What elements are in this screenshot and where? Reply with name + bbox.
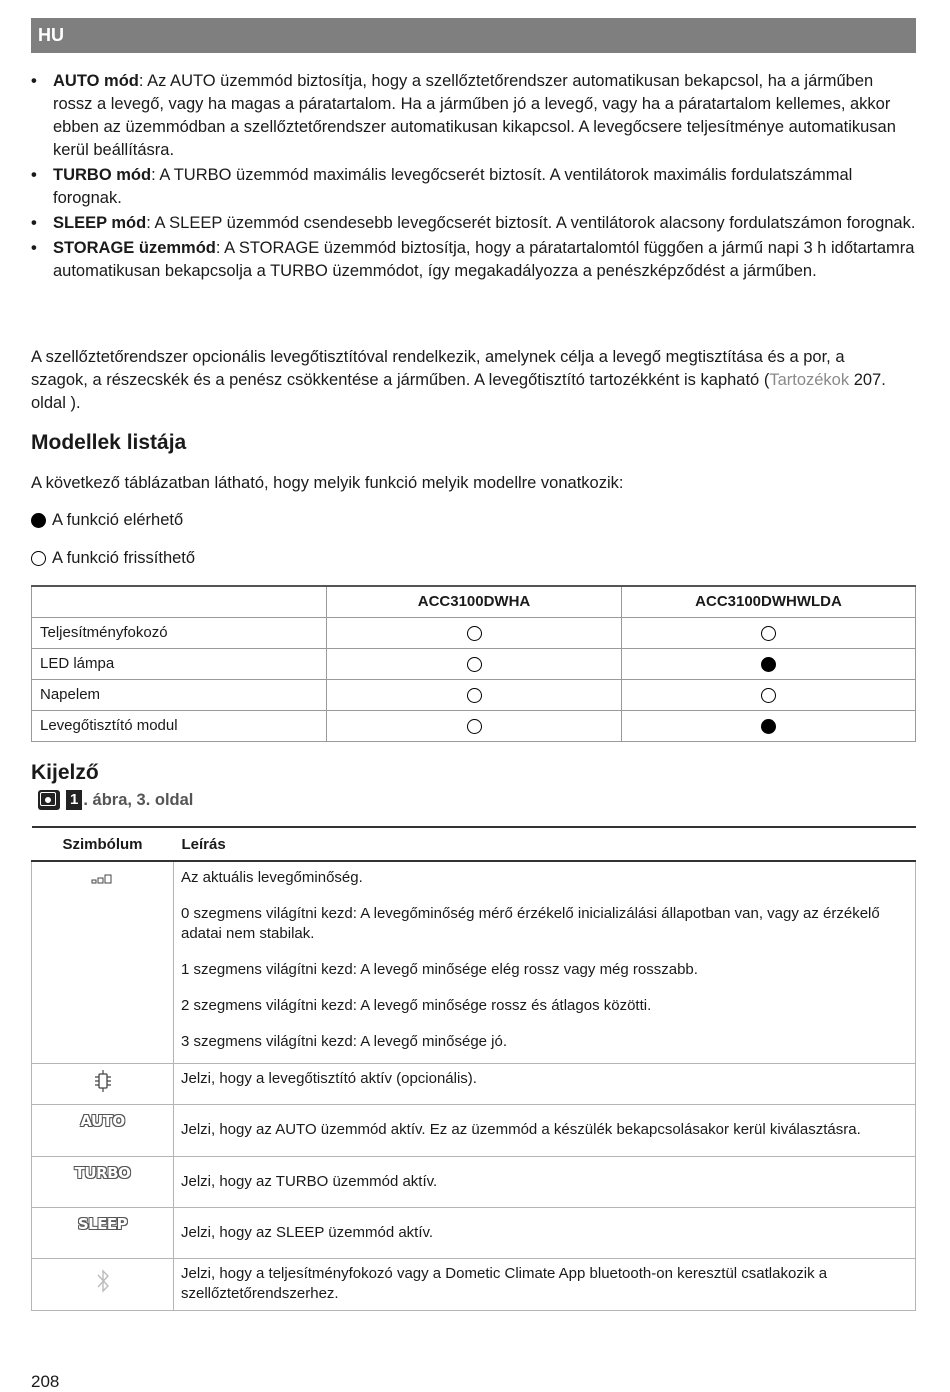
table-row [32, 1063, 916, 1104]
bluetooth-description: Jelzi, hogy a teljesítményfokozó vagy a Dometic Climate App bluetooth-on keresztül csatlakozik a szellőztetőrendszerhez. [174, 1258, 916, 1310]
table-row [32, 679, 916, 710]
mode-list [31, 70, 916, 285]
auto-mode-icon: AUTO [80, 1111, 125, 1130]
empty-circle-icon [31, 551, 46, 566]
purifier-paragraph [31, 346, 901, 415]
mode-description: : Az AUTO üzemmód biztosítja, hogy a szellőztetőrendszer automatikusan bekapcsol, ha a járműben rossz a levegő, vagy ha magas a páratartalom. Ha a járműben jó a levegő, vagy ha a páratartalom kellemes, akkor ebben az üzemmódban a szellőztetőrendszer automatikusan kikapcsol. A levegőcsere teljesítménye automatikusan kerül beállításra. [53, 72, 896, 159]
language-header-bar [31, 18, 916, 53]
purifier-description: Jelzi, hogy a levegőtisztító aktív (opcionális). [174, 1063, 916, 1104]
air-quality-line: 1 szegmens világítni kezd: A levegő minősége elég rossz vagy még rosszabb. [181, 961, 698, 978]
list-item-auto-mode [31, 70, 916, 162]
table-header-row [32, 586, 916, 617]
table-row [32, 1104, 916, 1156]
legend-available-label: A funkció elérhető [52, 511, 184, 529]
language-code: HU [38, 25, 64, 45]
mode-description: : A STORAGE üzemmód biztosítja, hogy a páratartalomtól függően a jármű napi 3 h időtartamra automatikusan bekapcsolja a TURBO üzemmódot, így megakadályozza a penészképződést a járműben. [53, 239, 915, 280]
table-header-symbol: Szimbólum [32, 827, 174, 861]
air-quality-line: 0 szegmens világítni kezd: A levegőminőség mérő érzékelő inicializálási állapotban van, vagy az érzékelő adatai nem stabilak. [181, 905, 880, 942]
feature-label: Teljesítményfokozó [32, 617, 327, 648]
models-section-title: Modellek listája [31, 431, 187, 454]
sleep-mode-icon: SLEEP [77, 1214, 128, 1233]
purifier-text: A szellőztetőrendszer opcionális levegőtisztítóval rendelkezik, amelynek célja a levegő megtisztítása és a por, a szagok, a részecskék és a penész csökkentése a járműben. A levegőtisztító tartozékként is kapható ( [31, 348, 845, 389]
feature-label: LED lámpa [32, 648, 327, 679]
air-quality-line: 2 szegmens világítni kezd: A levegő minősége rossz és átlagos közötti. [181, 997, 652, 1014]
table-header-row [32, 827, 916, 861]
mode-description: : A TURBO üzemmód maximális levegőcserét biztosít. A ventilátorok maximális fordulatszámmal forognak. [53, 166, 853, 207]
table-header-description: Leírás [174, 827, 916, 861]
legend-upgradable [31, 547, 195, 569]
turbo-description: Jelzi, hogy az TURBO üzemmód aktív. [174, 1156, 916, 1207]
camera-icon [38, 790, 60, 810]
turbo-mode-icon: TURBO [74, 1163, 131, 1182]
accessories-link[interactable]: Tartozékok [769, 371, 850, 389]
table-row [32, 1156, 916, 1207]
bluetooth-icon [96, 1268, 110, 1294]
mode-name: AUTO mód [53, 72, 139, 90]
availability-circle-icon [761, 688, 776, 703]
availability-circle-icon [761, 719, 776, 734]
table-header-feature [32, 586, 327, 617]
sleep-description: Jelzi, hogy az SLEEP üzemmód aktív. [174, 1207, 916, 1258]
mode-name: TURBO mód [53, 166, 152, 184]
availability-circle-icon [467, 719, 482, 734]
availability-circle-icon [467, 626, 482, 641]
filled-circle-icon [31, 513, 46, 528]
air-quality-icon [90, 872, 116, 886]
availability-circle-icon [761, 657, 776, 672]
figure-number: 1 [66, 790, 82, 810]
table-row [32, 1258, 916, 1310]
list-item-turbo-mode [31, 164, 916, 210]
legend-available [31, 509, 183, 531]
air-quality-line: 3 szegmens világítni kezd: A levegő minősége jó. [181, 1033, 508, 1050]
table-row [32, 861, 916, 1063]
models-intro: A következő táblázatban látható, hogy melyik funkció melyik modellre vonatkozik: [31, 474, 624, 492]
air-quality-line: Az aktuális levegőminőség. [181, 869, 363, 886]
auto-description: Jelzi, hogy az AUTO üzemmód aktív. Ez az üzemmód a készülék bekapcsolásakor kerül kiválasztásra. [174, 1104, 916, 1156]
availability-circle-icon [467, 657, 482, 672]
models-table [31, 585, 916, 742]
table-row [32, 1207, 916, 1258]
display-section-title: Kijelző [31, 761, 99, 784]
list-item-sleep-mode [31, 212, 916, 235]
mode-name: STORAGE üzemmód [53, 239, 216, 257]
table-header-model: ACC3100DWHWLDA [622, 586, 916, 617]
figure-reference[interactable] [38, 790, 193, 810]
purifier-page-ref: 207. oldal ). [31, 371, 886, 412]
figure-page-ref: . ábra, 3. oldal [83, 790, 194, 809]
air-purifier-icon [92, 1069, 114, 1093]
table-header-model: ACC3100DWHA [327, 586, 622, 617]
table-row [32, 648, 916, 679]
availability-circle-icon [761, 626, 776, 641]
page-number: 208 [31, 1372, 60, 1391]
display-symbols-table [31, 826, 916, 1311]
table-row [32, 710, 916, 741]
mode-description: : A SLEEP üzemmód csendesebb levegőcserét biztosít. A ventilátorok alacsony fordulatszámon forognak. [146, 214, 916, 232]
mode-name: SLEEP mód [53, 214, 147, 232]
legend-upgradable-label: A funkció frissíthető [52, 549, 196, 567]
availability-circle-icon [467, 688, 482, 703]
table-row [32, 617, 916, 648]
list-item-storage-mode [31, 237, 916, 283]
feature-label: Napelem [32, 679, 327, 710]
feature-label: Levegőtisztító modul [32, 710, 327, 741]
